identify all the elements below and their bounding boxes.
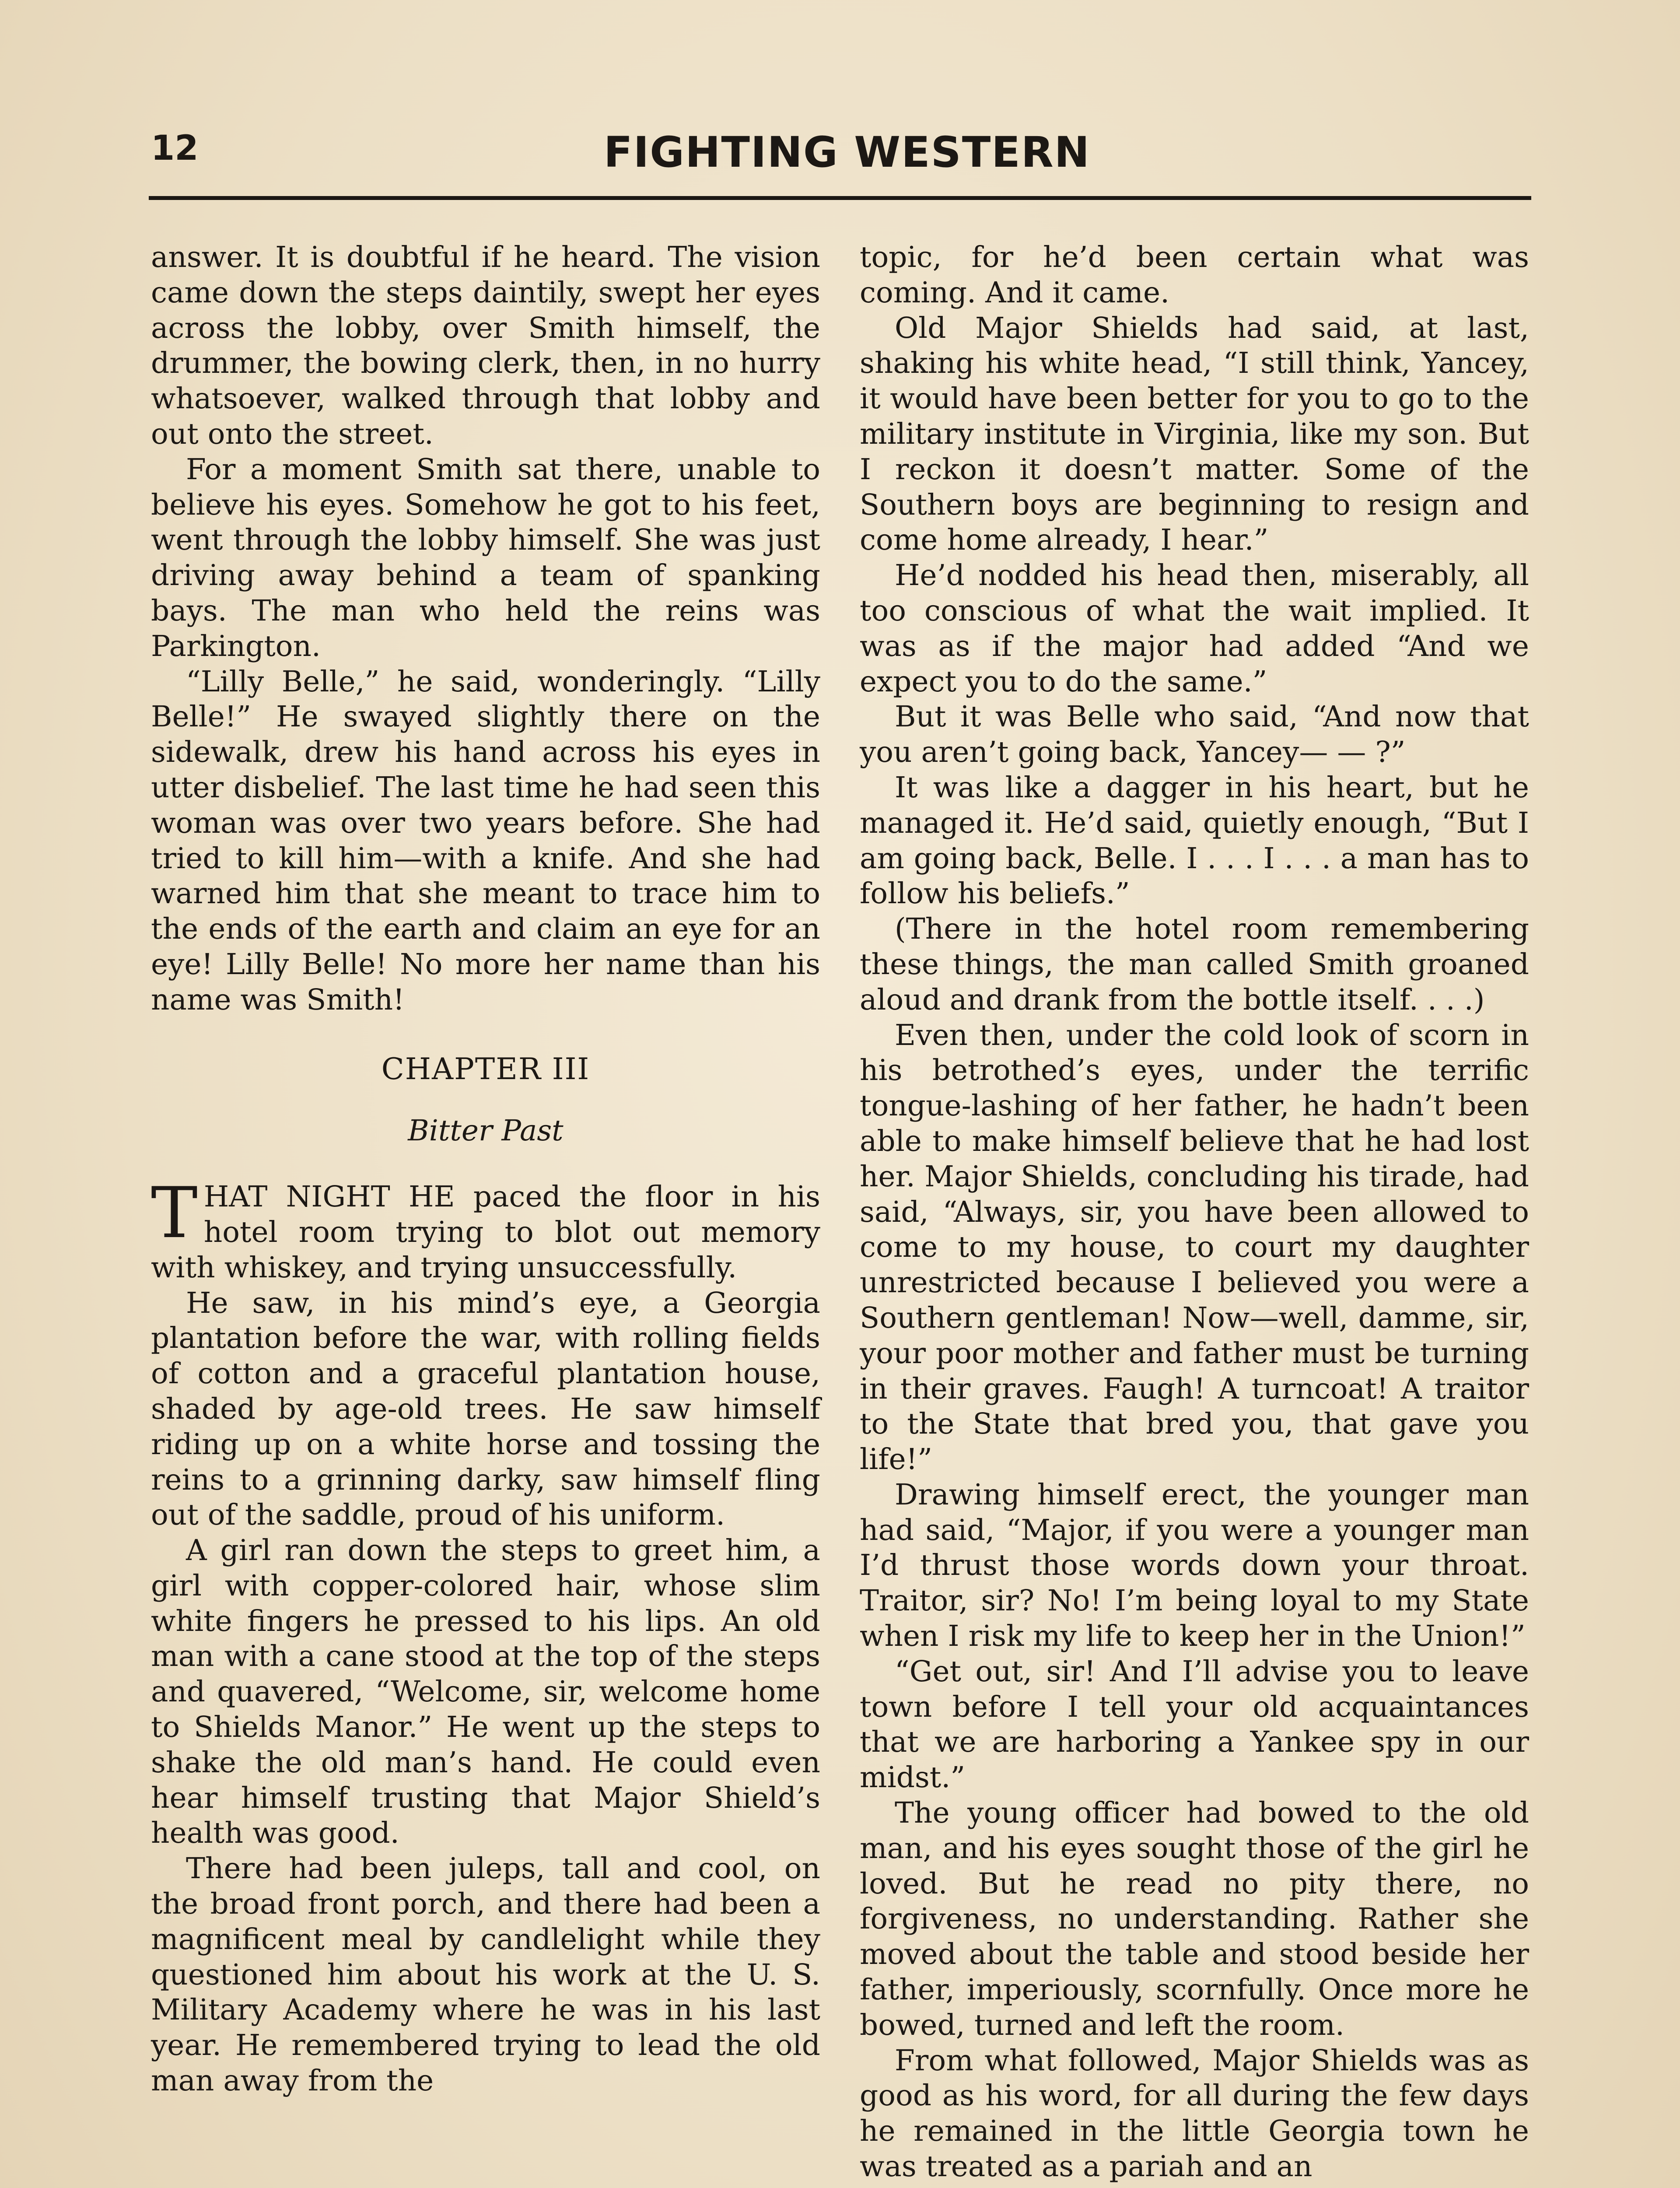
paragraph: The young officer had bowed to the old man, and his eyes sought those of the girl he loved. But he read no pity there, no forgiveness, no understanding. Rather she moved about the table and stood beside her father, imperiously, scornfully. Once more he bowed, turned and left the room. bbox=[860, 1796, 1529, 2042]
paragraph: “Get out, sir! And I’ll advise you to leave town before I tell your old acquaintances that we are harboring a Yankee spy in our midst.” bbox=[860, 1654, 1529, 1795]
chapter-title: CHAPTER III bbox=[381, 1052, 590, 1087]
paragraph: He saw, in his mind’s eye, a Georgia plantation before the war, with rolling fields of cotton and a graceful plantation house, shaded by age-old trees. He saw himself riding up on a white horse and tossing the reins to a grinning darky, saw himself fling out of the saddle, proud of his uniform. bbox=[151, 1286, 820, 1532]
right-column bbox=[860, 240, 1529, 2184]
chapter-subtitle: Bitter Past bbox=[408, 1114, 564, 1148]
paragraph: Old Major Shields had said, at last, shaking his white head, “I still think, Yancey, it would have been better for you to go to the military institute in Virginia, like my son. But I reckon it doesn’t matter. Some of the Southern boys are beginning to resign and come home already, I hear.” bbox=[860, 311, 1529, 557]
paragraph: But it was Belle who said, “And now that you aren’t going back, Yancey— — ?” bbox=[860, 700, 1529, 769]
paragraph: There had been juleps, tall and cool, on the broad front porch, and there had been a magnificent meal by candlelight while they questioned him about his work at the U. S. Military Academy where he was in his last year. He remembered trying to lead the old man away from the bbox=[151, 1851, 820, 2098]
opening-paragraph-text: HAT NIGHT HE paced the floor in his hotel room trying to blot out memory with whiskey, and trying unsuccessfully. bbox=[151, 1180, 820, 1284]
paragraph: Drawing himself erect, the younger man had said, “Major, if you were a younger man I’d thrust those words down your throat. Traitor, sir? No! I’m being loyal to my State when I risk my life to keep her in the Union!” bbox=[860, 1477, 1529, 1653]
opening-paragraph bbox=[151, 1172, 820, 1285]
paragraph: (There in the hotel room remembering these things, the man called Smith groaned aloud and drank from the bottle itself. . . .) bbox=[860, 912, 1529, 1017]
left-column bbox=[151, 240, 820, 2099]
paragraph: Even then, under the cold look of scorn in his betrothed’s eyes, under the terrific tongue-lashing of her father, he hadn’t been able to make himself believe that he had lost her. Major Shields, concluding his tirade, had said, “Always, sir, you have been allowed to come to my house, to court my daughter unrestricted because I believed you were a Southern gentleman! Now—well, damme, sir, your poor mother and father must be turning in their graves. Faugh! A turncoat! A traitor to the State that bred you, that gave you life!” bbox=[860, 1018, 1529, 1476]
page-number: 12 bbox=[151, 129, 199, 168]
paragraph: “Lilly Belle,” he said, wonderingly. “Lilly Belle!” He swayed slightly there on the sidewalk, drew his hand across his eyes in utter disbelief. The last time he had seen this woman was over two years before. She had tried to kill him—with a knife. And she had warned him that she meant to trace him to the ends of the earth and claim an eye for an eye! Lilly Belle! No more her name than his name was Smith! bbox=[151, 664, 820, 1017]
paragraph: topic, for he’d been certain what was coming. And it came. bbox=[860, 240, 1529, 309]
paragraph: He’d nodded his head then, miserably, all too conscious of what the wait implied. It was as if the major had added “And we expect you to do the same.” bbox=[860, 558, 1529, 698]
paragraph: answer. It is doubtful if he heard. The vision came down the steps daintily, swept her eyes across the lobby, over Smith himself, the drummer, the bowing clerk, then, in no hurry whatsoever, walked through that lobby and out onto the street. bbox=[151, 240, 820, 451]
running-head-title: FIGHTING WESTERN bbox=[604, 128, 1091, 177]
header-rule bbox=[149, 196, 1531, 200]
paragraph: For a moment Smith sat there, unable to believe his eyes. Somehow he got to his feet, went through the lobby himself. She was just driving away behind a team of spanking bays. The man who held the reins was Parkington. bbox=[151, 452, 820, 663]
drop-cap: T bbox=[151, 1172, 198, 1254]
paragraph: A girl ran down the steps to greet him, a girl with copper-colored hair, whose slim white fingers he pressed to his lips. An old man with a cane stood at the top of the steps and quavered, “Welcome, sir, welcome home to Shields Manor.” He went up the steps to shake the old man’s hand. He could even hear himself trusting that Major Shield’s health was good. bbox=[151, 1533, 820, 1850]
paragraph: From what followed, Major Shields was as good as his word, for all during the few days he remained in the little Georgia town he was treated as a pariah and an bbox=[860, 2043, 1529, 2184]
paragraph: It was like a dagger in his heart, but he managed it. He’d said, quietly enough, “But I am going back, Belle. I . . . I . . . a man has to follow his beliefs.” bbox=[860, 770, 1529, 911]
